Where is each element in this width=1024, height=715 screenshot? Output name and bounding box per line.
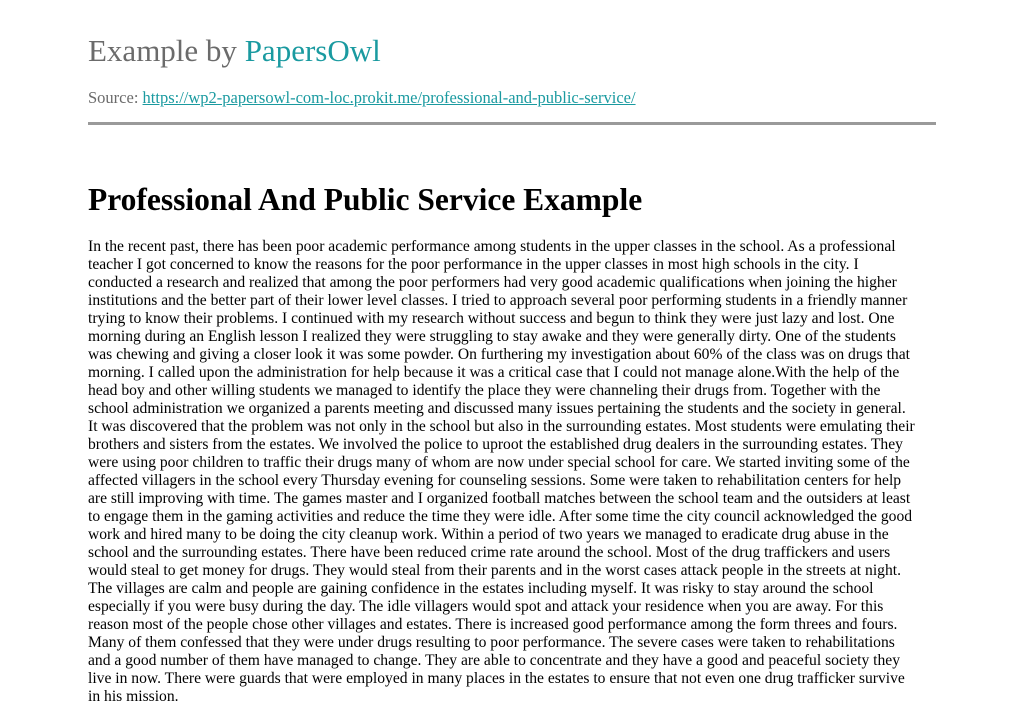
article-line: Many of them confessed that they were under drugs resulting to poor performance. The severe cases were taken to rehabilitations bbox=[88, 634, 895, 651]
brand-name-link[interactable]: PapersOwl bbox=[244, 33, 381, 68]
header-divider bbox=[88, 122, 936, 125]
article-line: to engage them in the gaming activities and reduce the time they were idle. After some time the city council acknowledged the good bbox=[88, 508, 913, 525]
article-body bbox=[88, 238, 936, 706]
article-line: In the recent past, there has been poor academic performance among students in the upper classes in the school. As a professional bbox=[88, 238, 896, 255]
article-line: school administration we organized a parents meeting and discussed many issues pertaining the students and the society in general. bbox=[88, 400, 906, 417]
article-line: school and the surrounding estates. There have been reduced crime rate around the school. Most of the drug traffickers and users bbox=[88, 544, 891, 561]
page-title: Professional And Public Service Example bbox=[88, 182, 643, 217]
article-line: affected villagers in the school every Thursday evening for counseling sessions. Some were taken to rehabilitation centers for help bbox=[88, 472, 902, 489]
article-line: work and hired many to be doing the city cleanup work. Within a period of two years we managed to eradicate drug abuse in the bbox=[88, 526, 889, 543]
article-line: brothers and sisters from the estates. We involved the police to uproot the established drug dealers in the surrounding estates. They bbox=[88, 436, 903, 453]
source-line bbox=[88, 87, 636, 109]
source-link[interactable]: https://wp2-papersowl-com-loc.prokit.me/professional-and-public-service/ bbox=[142, 88, 636, 107]
source-label: Source: bbox=[88, 88, 139, 107]
article-line: in his mission. bbox=[88, 688, 179, 705]
article-line: conducted a research and realized that among the poor performers had very good academic qualifications when joining the higher bbox=[88, 274, 897, 291]
article-line: and a good number of them have managed to change. They are able to concentrate and they have a good and peaceful society they bbox=[88, 652, 900, 669]
article-line: are still improving with time. The games master and I organized football matches between the school team and the outsiders at least bbox=[88, 490, 911, 507]
article-line: trying to know their problems. I continued with my research without success and begun to think they were just lazy and lost. One bbox=[88, 310, 895, 327]
article-line: was chewing and giving a closer look it was some powder. On furthering my investigation about 60% of the class was on drugs that bbox=[88, 346, 910, 363]
article-line: especially if you were busy during the day. The idle villagers would spot and attack your residence when you are away. For this bbox=[88, 598, 884, 615]
article-line: institutions and the better part of their lower level classes. I tried to approach several poor performing students in a friendly manner bbox=[88, 292, 908, 309]
article-line: head boy and other willing students we managed to identify the place they were channeling their drugs from. Together with the bbox=[88, 382, 881, 399]
article-line: It was discovered that the problem was not only in the school but also in the surrounding estates. Most students were emulating their bbox=[88, 418, 915, 435]
article-line: would steal to get money for drugs. They would steal from their parents and in the worst cases attack people in the streets at night. bbox=[88, 562, 901, 579]
article-line: teacher I got concerned to know the reasons for the poor performance in the upper classes in most high schools in the city. I bbox=[88, 256, 859, 273]
article-line: reason most of the people chose other villages and estates. There is increased good performance among the form threes and fours. bbox=[88, 616, 898, 633]
article-line: were using poor children to traffic their drugs many of whom are now under special school for care. We started inviting some of the bbox=[88, 454, 910, 471]
article-line: morning. I called upon the administration for help because it was a critical case that I could not manage alone.With the help of the bbox=[88, 364, 900, 381]
article-line: live in now. There were guards that were employed in many places in the estates to ensure that not even one drug trafficker survive bbox=[88, 670, 905, 687]
brand-heading bbox=[88, 32, 381, 70]
article-line: morning during an English lesson I realized they were struggling to stay awake and they were generally dirty. One of the students bbox=[88, 328, 896, 345]
brand-prefix: Example by bbox=[88, 33, 237, 68]
article-line: The villages are calm and people are gaining confidence in the estates including myself. It was risky to stay around the school bbox=[88, 580, 874, 597]
